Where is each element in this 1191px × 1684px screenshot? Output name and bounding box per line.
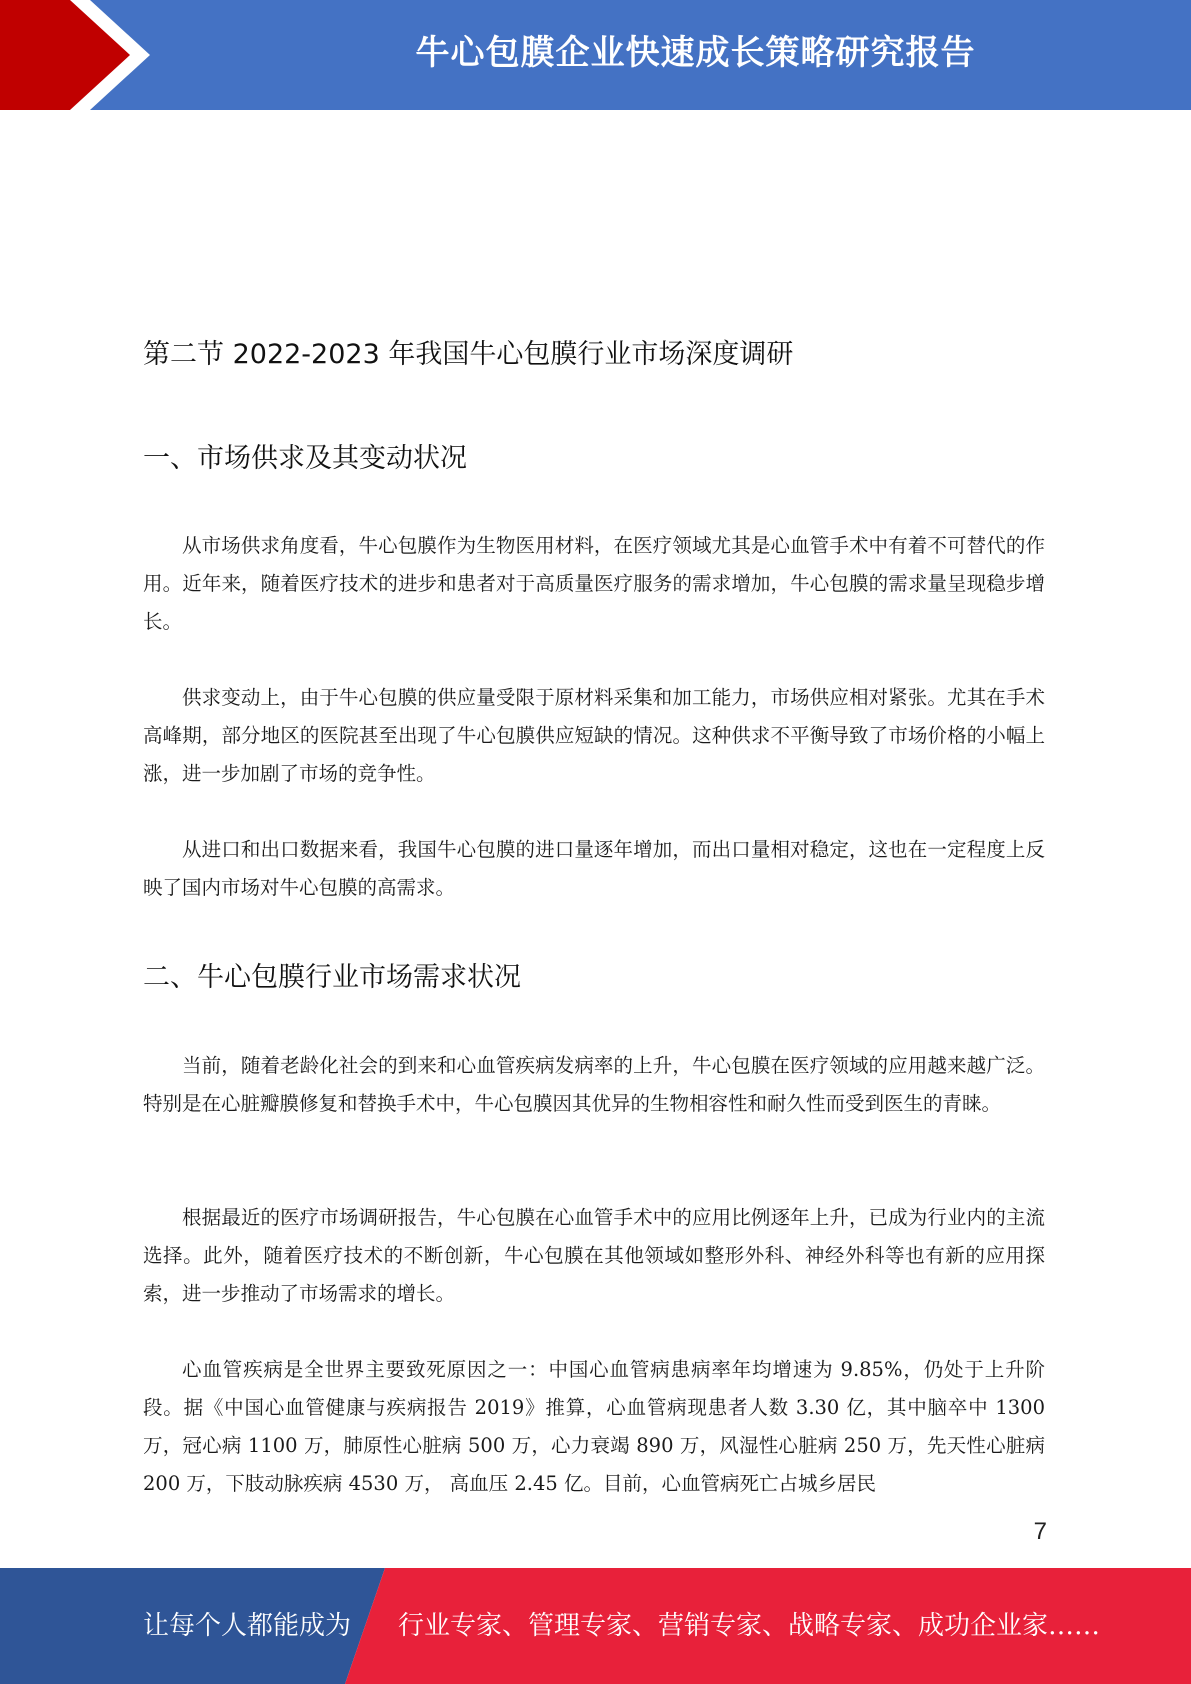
heading-supply-demand: 一、市场供求及其变动状况 bbox=[143, 443, 467, 474]
paragraph: 当前，随着老龄化社会的到来和心血管疾病发病率的上升，牛心包膜在医疗领域的应用越来越广泛。特别是在心脏瓣膜修复和替换手术中，牛心包膜因其优异的生物相容性和耐久性而受到医生的青睐。 bbox=[143, 1054, 1045, 1115]
paragraph: 从进口和出口数据来看，我国牛心包膜的进口量逐年增加，而出口量相对稳定，这也在一定程度上反映了国内市场对牛心包膜的高需求。 bbox=[143, 838, 1045, 899]
footer-slogan-right: 行业专家、管理专家、营销专家、战略专家、成功企业家…… bbox=[398, 1611, 1101, 1641]
paragraph: 从市场供求角度看，牛心包膜作为生物医用材料，在医疗领域尤其是心血管手术中有着不可替代的作用。近年来，随着医疗技术的进步和患者对于高质量医疗服务的需求增加，牛心包膜的需求量呈现稳步增长。 bbox=[143, 534, 1045, 633]
paragraph: 心血管疾病是全世界主要致死原因之一：中国心血管病患病率年均增速为 9.85%，仍处于上升阶段。据《中国心血管健康与疾病报告 2019》推算，心血管病现患者人数 3.30 亿，其中脑卒中 1300 万，冠心病 1100 万，肺原性心脏病 500 万，心力衰竭 890 万，风湿性心脏病 250 万，先天性心脏病 200 万，下肢动脉疾病 4530 万， 高血压 2.45 亿。目前，心血管病死亡占城乡居民 bbox=[143, 1358, 1045, 1495]
report-title: 牛心包膜企业快速成长策略研究报告 bbox=[415, 33, 976, 73]
section-title: 第二节 2022-2023 年我国牛心包膜行业市场深度调研 bbox=[143, 339, 794, 370]
paragraph: 根据最近的医疗市场调研报告，牛心包膜在心血管手术中的应用比例逐年上升，已成为行业内的主流选择。此外，随着医疗技术的不断创新，牛心包膜在其他领域如整形外科、神经外科等也有新的应用探索，进一步推动了市场需求的增长。 bbox=[143, 1206, 1045, 1305]
paragraph: 供求变动上，由于牛心包膜的供应量受限于原材料采集和加工能力，市场供应相对紧张。尤其在手术高峰期，部分地区的医院甚至出现了牛心包膜供应短缺的情况。这种供求不平衡导致了市场价格的小幅上涨，进一步加剧了市场的竞争性。 bbox=[143, 686, 1045, 785]
footer-banner bbox=[0, 1568, 1191, 1684]
page-number: 7 bbox=[1033, 1518, 1047, 1545]
footer-slogan-left: 让每个人都能成为 bbox=[143, 1611, 352, 1641]
heading-market-demand: 二、牛心包膜行业市场需求状况 bbox=[143, 962, 521, 993]
header-banner bbox=[0, 0, 1191, 110]
